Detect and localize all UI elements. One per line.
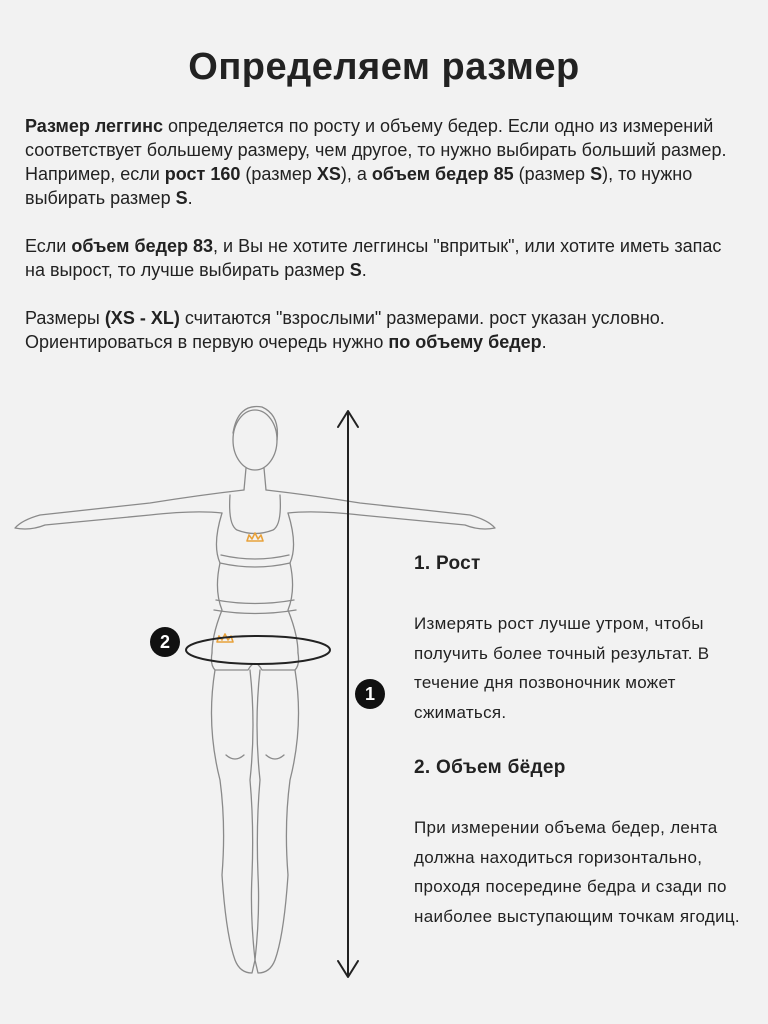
intro-paragraph-2: Если объем бедер 83, и Вы не хотите леггинсы "впритык", или хотите иметь запас на вырост, то лучше выбирать размер S.: [25, 236, 722, 280]
torso-right: [288, 513, 298, 653]
left-leg-outline: [211, 670, 255, 973]
hips-badge: 2: [150, 627, 180, 657]
intro-paragraph-1: Размер леггинс определяется по росту и объему бедер. Если одно из измерений соответствует большему размеру, чем другое, то нужно выбирать больший размер. Например, если рост 160 (размер XS), а объем бедер 85 (размер S), то нужно выбирать размер S.: [25, 116, 727, 208]
hair-outline: [233, 407, 277, 440]
hips-heading: 2. Объем бёдер: [414, 757, 566, 778]
right-arm-outline: [266, 490, 495, 529]
crown-logo-bra: [247, 533, 263, 541]
intro-paragraph-3: Размеры (XS - XL) считаются "взрослыми" размерами. рост указан условно. Ориентироваться в первую очередь нужно по объему бедер.: [25, 308, 665, 352]
height-badge: 1: [355, 679, 385, 709]
height-section: [414, 553, 754, 727]
hips-section: [414, 757, 754, 931]
hips-text: При измерении объема бедер, лента должна находиться горизонтально, проходя посередине бедра и сзади по наиболее выступающим точкам ягодиц.: [414, 818, 740, 926]
left-arm-outline: [15, 490, 244, 529]
bra-band: [220, 563, 290, 567]
height-heading: 1. Рост: [414, 553, 481, 574]
bra-band-top: [221, 555, 289, 559]
neck-outline: [244, 468, 266, 490]
bra-neckline: [230, 495, 281, 534]
knee-lines: [226, 755, 284, 759]
hip-measure-ring: [186, 636, 330, 664]
torso-left: [212, 513, 222, 653]
height-text: Измерять рост лучше утром, чтобы получить более точный результат. В течение дня позвоночник может сжиматься.: [414, 614, 710, 722]
waistband: [214, 600, 296, 614]
head-outline: [233, 410, 277, 470]
page-title: Определяем размер: [188, 46, 580, 88]
intro-text: [25, 114, 745, 378]
right-leg-outline: [255, 670, 299, 973]
